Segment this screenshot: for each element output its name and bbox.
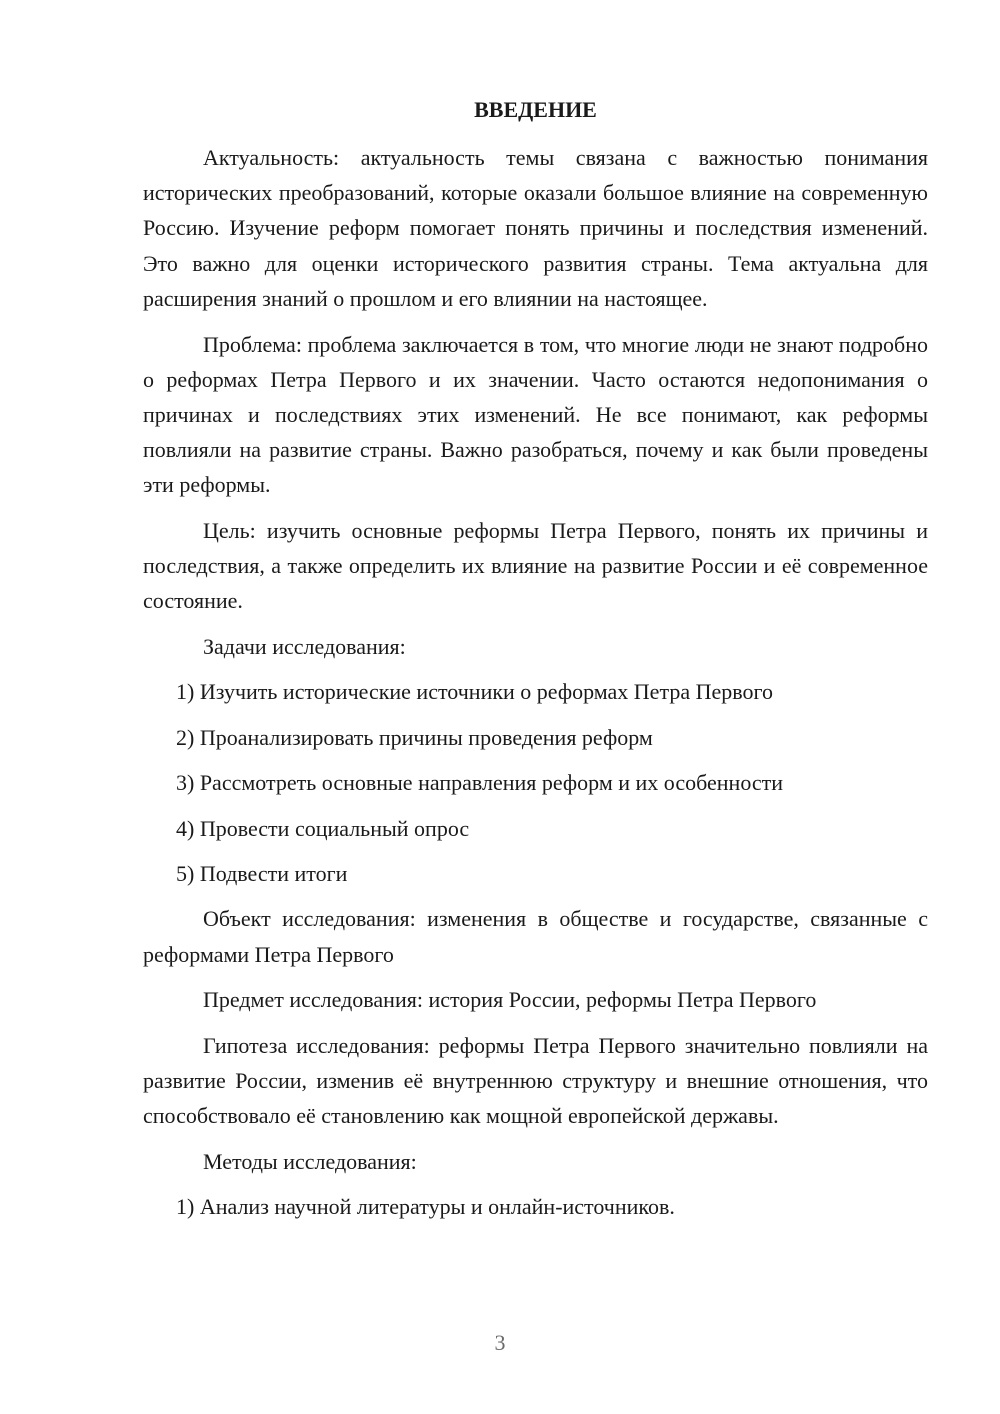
tasks-list: [143, 674, 928, 901]
list-item: 3) Рассмотреть основные направления реформ и их особенности: [176, 770, 784, 796]
list-item: 5) Подвести итоги: [176, 860, 348, 886]
subject-paragraph: Предмет исследования: история России, реформы Петра Первого: [203, 987, 817, 1013]
tasks-heading: Задачи исследования:: [203, 634, 406, 660]
list-item: 2) Проанализировать причины проведения реформ: [176, 724, 653, 750]
document-page: [143, 92, 928, 1235]
list-item: 1) Изучить исторические источники о реформах Петра Первого: [176, 679, 773, 705]
section-heading: ВВЕДЕНИЕ: [474, 97, 597, 122]
methods-heading: Методы исследования:: [203, 1149, 417, 1175]
problem-paragraph: Проблема: проблема заключается в том, что многие люди не знают подробно о реформах Петра Первого и их значении. Часто остаются недопонимания о причинах и последствиях этих изменений. Не все понимают, как реформы повлияли на развитие страны. Важно разобраться, почему и как были проведены эти реформы.: [143, 331, 928, 498]
page-number: 3: [494, 1330, 506, 1355]
list-item: 1) Анализ научной литературы и онлайн-источников.: [176, 1194, 675, 1220]
list-item: 4) Провести социальный опрос: [176, 815, 470, 841]
object-paragraph: Объект исследования: изменения в обществе и государстве, связанные с реформами Петра Первого: [143, 906, 928, 967]
hypothesis-paragraph: Гипотеза исследования: реформы Петра Первого значительно повлияли на развитие России, изменив её внутреннюю структуру и внешние отношения, что способствовало её становлению как мощной европейской державы.: [143, 1032, 928, 1129]
goal-paragraph: Цель: изучить основные реформы Петра Первого, понять их причины и последствия, а также определить их влияние на развитие России и её современное состояние.: [143, 518, 928, 614]
methods-list: [143, 1189, 928, 1234]
relevance-paragraph: Актуальность: актуальность темы связана с важностью понимания исторических преобразований, которые оказали большое влияние на современную Россию. Изучение реформ помогает понять причины и последствия изменений. Это важно для оценки исторического развития страны. Тема актуальна для расширения знаний о прошлом и его влиянии на настоящее.: [143, 145, 928, 311]
